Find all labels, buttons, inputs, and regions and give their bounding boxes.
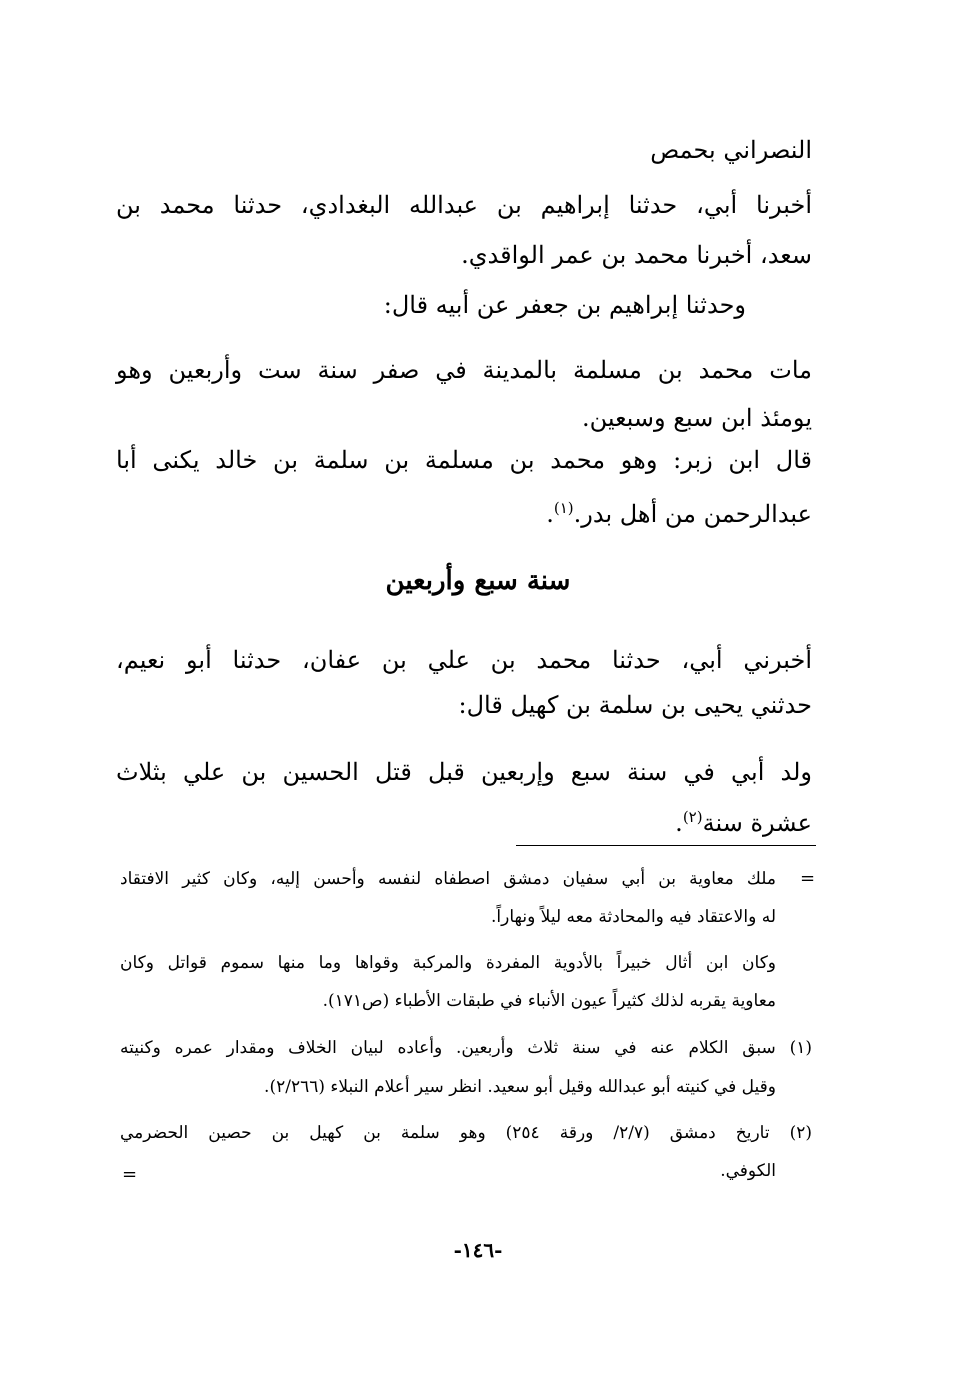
footnote-ref: (١) <box>553 499 574 517</box>
text-line: سعد، أخبرنا محمد بن عمر الواقدي. <box>461 241 812 269</box>
text-line: يومئذ ابن سبع وسبعين. <box>581 404 812 432</box>
text-line: أخبرني أبي، حدثنا محمد بن علي بن عفان، حدثنا أبو نعيم، <box>116 646 812 674</box>
continuation-marker: = <box>800 868 816 889</box>
text-fragment: عشرة سنة <box>702 809 812 837</box>
footnote-line: وقيل في كنيته أبو عبدالله وقيل أبو سعيد. انظر سير أعلام النبلاء (٢/٢٦٦). <box>264 1077 776 1097</box>
text-fragment: . <box>675 809 683 837</box>
footnote-separator <box>516 845 816 846</box>
text-line: حدثني يحيى بن سلمة بن كهيل قال: <box>458 691 812 719</box>
text-line <box>675 797 812 843</box>
text-line: قال ابن زبر: وهو محمد بن مسلمة بن سلمة بن خالد يكنى أبا <box>116 446 812 474</box>
text-line: مات محمد بن مسلمة بالمدينة في صفر سنة ست وأربعين وهو <box>116 356 812 384</box>
continuation-marker: = <box>122 1164 138 1185</box>
footnote-line: وكان ابن أثال خبيراً بالأدوية المفردة والمركبة وقواها وما منها سموم قواتل وكان <box>120 953 776 973</box>
text-line: وحدثنا إبراهيم بن جعفر عن أبيه قال: <box>383 291 746 319</box>
text-line: ولد أبي في سنة سبع وإربعين قبل قتل الحسين بن علي بثلاث <box>116 758 812 786</box>
text-fragment: . <box>546 500 554 528</box>
page-number: -١٤٦- <box>453 1238 503 1262</box>
text-line: النصراني بحمص <box>650 136 812 164</box>
footnote-line: (١) سبق الكلام عنه في سنة ثلاث وأربعين. وأعاده لبيان الخلاف ومقدار عمره وكنيته <box>120 1038 812 1058</box>
footnote-line: (٢) تاريخ دمشق (٢/٧/ ورقة ٢٥٤) وهو سلمة بن كهيل بن حصين الحضرمي <box>120 1123 812 1143</box>
footnote-line: معاوية يقربه لذلك كثيراً عيون الأنباء في طبقات الأطباء (ص١٧١). <box>322 991 776 1011</box>
footnote-line: ملك معاوية بن أبي سفيان دمشق اصطفاه لنفسه وأحسن إليه، وكان كثير الافتقاد <box>120 869 776 889</box>
footnote-ref: (٢) <box>682 808 703 826</box>
text-fragment: عبدالرحمن من أهل بدر. <box>573 500 812 528</box>
text-line: أخبرنا أبي، حدثنا إبراهيم بن عبدالله البغدادي، حدثنا محمد بن <box>116 191 812 219</box>
footnote-line: الكوفي. <box>720 1161 776 1181</box>
text-line <box>546 488 812 534</box>
footnote-line: له والاعتقاد فيه والمحادثة معه ليلاً ونهاراً. <box>490 907 776 927</box>
section-heading: سنة سبع وأربعين <box>385 566 571 596</box>
